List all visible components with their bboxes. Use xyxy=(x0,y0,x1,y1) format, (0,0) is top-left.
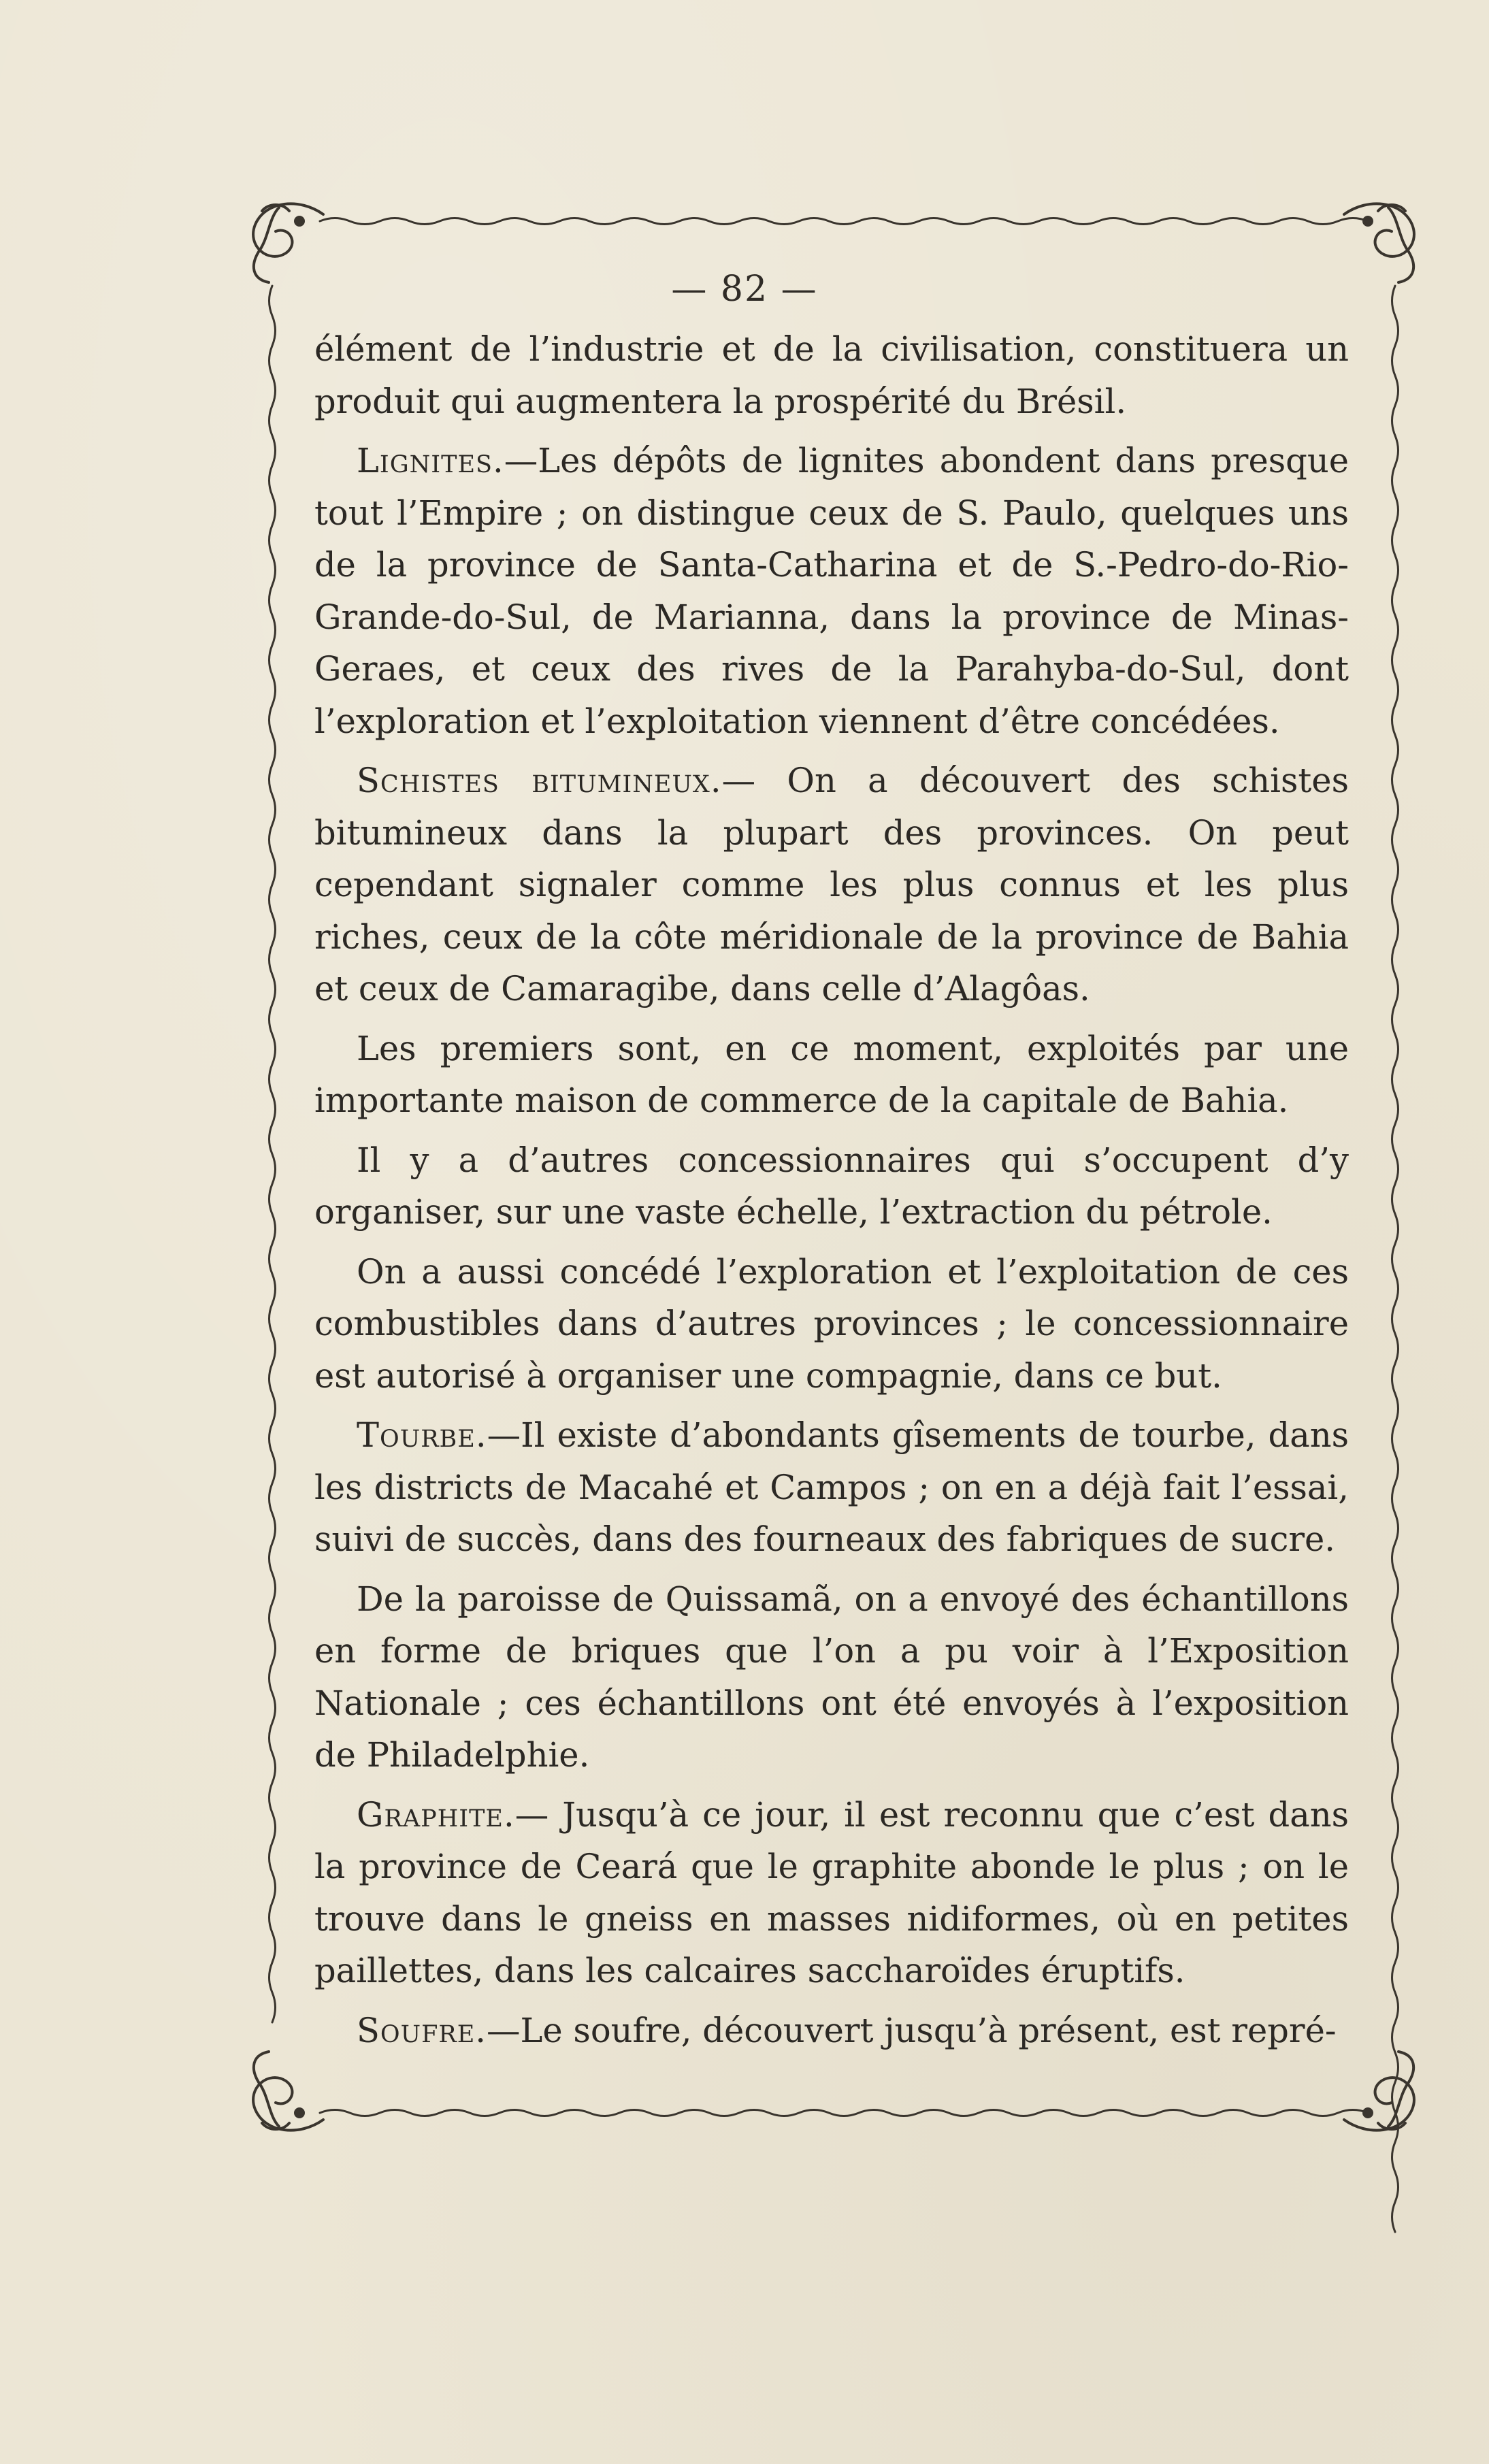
paragraph-text: —Le soufre, découvert jusqu’à présent, est repré- xyxy=(487,2010,1337,2050)
paragraph-1 xyxy=(314,323,1349,427)
bottom-wavy-rule xyxy=(320,2110,1368,2116)
paragraph-lead: Soufre. xyxy=(357,2010,487,2050)
paragraph-9 xyxy=(314,1789,1349,1997)
paragraph-text: élément de l’industrie et de la civilisation, constituera un produit qui augmentera la prospérité du Brésil. xyxy=(314,329,1349,421)
paragraph-text: Les premiers sont, en ce moment, exploités par une importante maison de commerce de la capitale de Bahia. xyxy=(314,1028,1349,1120)
paragraph-5 xyxy=(314,1134,1349,1238)
paragraph-3 xyxy=(314,755,1349,1015)
paragraph-text: —Il existe d’abondants gîsements de tourbe, dans les districts de Macahé et Campos ; on en a déjà fait l’essai, suivi de succès, dans des fourneaux des fabriques de sucre. xyxy=(314,1415,1349,1559)
paragraph-7 xyxy=(314,1409,1349,1566)
paragraph-lead: Lignites. xyxy=(357,441,504,480)
paragraph-4 xyxy=(314,1023,1349,1127)
paragraph-10 xyxy=(314,2005,1349,2057)
page-number: — 82 — xyxy=(671,269,818,310)
paragraph-6 xyxy=(314,1246,1349,1402)
paragraph-text: De la paroisse de Quissamã, on a envoyé des échantillons en forme de briques que l’on a pu voir à l’Exposition Nationale ; ces échantillons ont été envoyés à l’exposition de Philadelphie. xyxy=(314,1579,1349,1775)
body-text xyxy=(314,323,1349,2064)
paragraph-lead: Graphite. xyxy=(357,1794,515,1835)
paragraph-text: — Jusqu’à ce jour, il est reconnu que c’est dans la province de Ceará que le graphite abonde le plus ; on le trouve dans le gneiss en masses nidiformes, où en petites paillettes, dans les calcaires saccharoïdes éruptifs. xyxy=(314,1794,1349,1990)
paragraph-lead: Schistes bitumineux. xyxy=(357,761,722,800)
paragraph-8 xyxy=(314,1573,1349,1781)
corner-ornament-bottom-left xyxy=(253,2052,323,2131)
paragraph-text: — On a découvert des schistes bitumineux dans la plupart des provinces. On peut cependant signaler comme les plus connus et les plus riches, ceux de la côte méridionale de la province de Bahia et ceux de Camaragibe, dans celle d’Alagôas. xyxy=(314,761,1349,1008)
paragraph-text: —Les dépôts de lignites abondent dans presque tout l’Empire ; on distingue ceux de S. Paulo, quelques uns de la province de Santa-Catharina et de S.-Pedro-do-Rio-Grande-do-Sul, de Marianna, dans la province de Minas-Geraes, et ceux des rives de la Parahyba-do-Sul, dont l’exploration et l’exploitation viennent d’être concédées. xyxy=(314,441,1349,741)
corner-ornament-bottom-right xyxy=(1344,2052,1414,2131)
paragraph-lead: Tourbe. xyxy=(357,1415,487,1455)
top-wavy-rule xyxy=(320,218,1368,225)
right-wavy-rule xyxy=(1392,286,1398,2232)
paragraph-text: Il y a d’autres concessionnaires qui s’occupent d’y organiser, sur une vaste échelle, l’extraction du pétrole. xyxy=(314,1140,1349,1232)
left-wavy-rule xyxy=(269,286,276,2022)
paragraph-text: On a aussi concédé l’exploration et l’exploitation de ces combustibles dans d’autres provinces ; le concessionnaire est autorisé à organiser une compagnie, dans ce but. xyxy=(314,1251,1349,1396)
paragraph-2 xyxy=(314,435,1349,747)
